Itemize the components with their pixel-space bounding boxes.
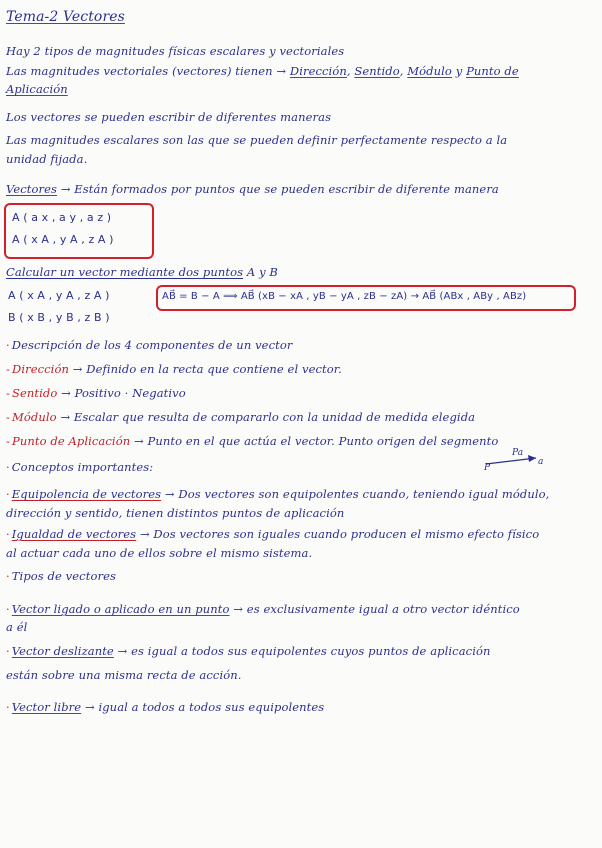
line-17: · Equipolencia de vectores → Dos vectores son equipolentes cuando, teniendo igual módulo, xyxy=(6,487,550,501)
term-modulo: Módulo xyxy=(407,64,452,78)
term-punto: Punto de xyxy=(466,64,519,78)
line-9: A ( x A , y A , z A ) xyxy=(8,289,110,302)
line-3: Aplicación xyxy=(6,82,68,96)
term-direccion: Dirección xyxy=(289,64,347,78)
term-sentido: Sentido xyxy=(354,64,400,78)
line-box-1: A ( a x , a y , a z ) xyxy=(12,211,112,224)
sketch-label-a: a xyxy=(538,457,544,467)
line-26: · Vector libre → igual a todos a todos sus equipolentes xyxy=(6,700,325,714)
line-20: al actuar cada uno de ellos sobre el mismo sistema. xyxy=(6,546,313,560)
line-22: · Vector ligado o aplicado en un punto → es exclusivamente igual a otro vector idéntico xyxy=(6,602,520,616)
line-19: · Igualdad de vectores → Dos vectores son iguales cuando producen el mismo efecto físico xyxy=(6,527,540,541)
line-2: Las magnitudes vectoriales (vectores) tienen → Dirección, Sentido, Módulo y Punto de xyxy=(6,64,519,78)
page-title xyxy=(6,10,598,24)
line-5: Las magnitudes escalares son las que se pueden definir perfectamente respecto a la xyxy=(6,133,508,147)
line-24: · Vector deslizante → es igual a todos sus equipolentes cuyos puntos de aplicación xyxy=(6,644,491,658)
line-16: · Conceptos importantes: xyxy=(6,460,154,474)
line-10: B ( x B , y B , z B ) xyxy=(8,311,110,324)
line-4: Los vectores se pueden escribir de diferentes maneras xyxy=(6,110,332,124)
line-23: a él xyxy=(6,620,28,634)
line-18: dirección y sentido, tienen distintos puntos de aplicación xyxy=(6,506,345,520)
line-box-2: A ( x A , y A , z A ) xyxy=(12,233,114,246)
sketch-label-pa: Pa xyxy=(512,448,524,458)
line-14: - Módulo → Escalar que resulta de compararlo con la unidad de medida elegida xyxy=(6,410,476,424)
line-25: están sobre una misma recta de acción. xyxy=(6,668,242,682)
line-1: Hay 2 tipos de magnitudes físicas escalares y vectoriales xyxy=(6,44,345,58)
term-vectores: Vectores xyxy=(6,182,58,196)
formula-line: AB⃗ = B − A ⟹ AB⃗ (xB − xA , yB − yA , zB − zA) → AB⃗ (ABx , ABy , ABz) xyxy=(162,291,527,302)
line-15: - Punto de Aplicación → Punto en el que actúa el vector. Punto origen del segmento xyxy=(6,434,499,448)
title-text: Tema-2 Vectores xyxy=(6,9,125,25)
line-11: · Descripción de los 4 componentes de un vector xyxy=(6,338,293,352)
line-13: - Sentido → Positivo · Negativo xyxy=(6,386,186,400)
line-21: · Tipos de vectores xyxy=(6,569,116,583)
line-6: unidad fijada. xyxy=(6,152,88,166)
line-12: - Dirección → Definido en la recta que contiene el vector. xyxy=(6,362,342,376)
sketch-label-p: P xyxy=(484,463,491,473)
line-7: Vectores → Están formados por puntos que se pueden escribir de diferente manera xyxy=(6,182,499,196)
line-8: Calcular un vector mediante dos puntos A y B xyxy=(6,265,278,279)
